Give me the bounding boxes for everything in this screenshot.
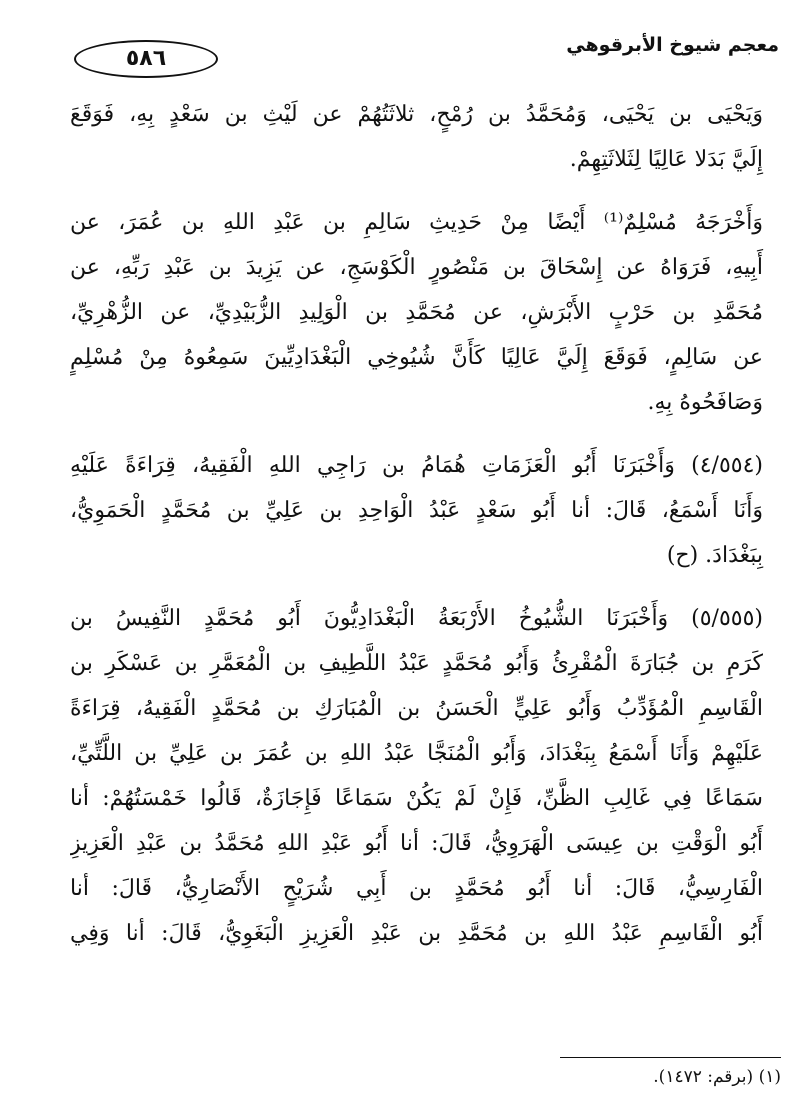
- text-line: عن سَالِمٍ، فَوَقَعَ إِلَيَّ عَالِيًا كَأَنَّ شُيُوخِي الْبَغْدَادِيِّينَ سَمِعُوهُ مِنْ مُسْلِمٍ: [70, 345, 763, 370]
- text-line: وَصَافَحُوهُ بِهِ.: [647, 390, 763, 415]
- main-text: [70, 92, 781, 956]
- text-line: الْقَاسِمِ الْمُؤَدِّبُ وَأَبُو عَلِيٍّ الْحَسَنُ بن الْمُبَارَكِ بن مُحَمَّدٍ الْفَقِيهُ، قِرَاءَةً: [70, 696, 763, 721]
- paragraph-3: [70, 443, 781, 578]
- text-line: (٥/٥٥٥) وَأَخْبَرَنَا الشُّيُوخُ الأَرْبَعَةُ الْبَغْدَادِيُّونَ أَبُو مُحَمَّدٍ النَّفِيسُ بن: [70, 606, 763, 631]
- text-line: أَبُو الْوَقْتِ بن عِيسَى الْهَرَوِيُّ، قَالَ: أنا أَبُو عَبْدِ اللهِ مُحَمَّدُ بن عَبْدِ الْعَزِيزِ: [70, 831, 763, 856]
- page-number: ٥٨٦: [74, 40, 218, 78]
- footnote: (١) (برقم: ١٤٧٢).: [653, 1067, 781, 1087]
- text-line: كَرَمِ بن جُبَارَةَ الْمُقْرِئُ وَأَبُو مُحَمَّدٍ عَبْدُ اللَّطِيفِ بن الْمُعَمَّرِ بن عَسْكَرِ بن: [70, 651, 763, 676]
- footnote-rule: [560, 1057, 781, 1058]
- text-line: وَأَنَا أَسْمَعُ، قَالَ: أنا أَبُو سَعْدٍ عَبْدُ الْوَاحِدِ بن عَلِيِّ بن مُحَمَّدٍ الْحَمَوِيُّ،: [70, 498, 763, 523]
- paragraph-2: [70, 200, 781, 425]
- text-line: مُحَمَّدِ بن حَرْبٍ الأَبْرَشِ، عن مُحَمَّدِ بن الْوَلِيدِ الزُّبَيْدِيِّ، عن الزُّهْرِيِّ،: [70, 300, 763, 325]
- text-line: عَلَيْهِمْ وَأَنَا أَسْمَعُ بِبَغْدَادَ، وَأَبُو الْمُنَجَّا عَبْدُ اللهِ بن عُمَرَ بن عَلِيِّ بن اللَّتِّيِّ،: [70, 741, 763, 766]
- text-line: (٤/٥٥٤) وَأَخْبَرَنَا أَبُو الْعَزَمَاتِ هُمَامُ بن رَاجِي اللهِ الْفَقِيهُ، قِرَاءَةً عَلَيْهِ: [70, 453, 763, 478]
- text-line: سَمَاعًا فِي غَالِبِ الظَّنِّ، فَإِنْ لَمْ يَكُنْ سَمَاعًا فَإِجَازَةٌ، قَالُوا خَمْسَتُهُمْ: أنا: [70, 786, 763, 811]
- paragraph-1: [70, 92, 781, 182]
- paragraph-4: [70, 596, 781, 956]
- text-line: الْفَارِسِيُّ، قَالَ: أنا أَبُو مُحَمَّدٍ بن أَبِي شُرَيْحٍ الأَنْصَارِيُّ، قَالَ: أنا: [70, 876, 763, 901]
- running-title: معجم شيوخ الأبرقوهي: [566, 34, 779, 56]
- text-line: أَبُو الْقَاسِمِ عَبْدُ اللهِ بن مُحَمَّدِ بن عَبْدِ الْعَزِيزِ الْبَغَوِيُّ، قَالَ: أنا وَفِي: [70, 921, 763, 946]
- text-line: بِبَغْدَادَ. (ح): [666, 543, 763, 568]
- text-line: إِلَيَّ بَدَلا عَالِيًا لِثَلاثَتِهِمْ.: [569, 147, 763, 172]
- text-line: أَبِيهِ، فَرَوَاهُ عن إِسْحَاقَ بن مَنْصُورٍ الْكَوْسَجِ، عن يَزِيدَ بن عَبْدِ رَبِّهِ، عن: [70, 255, 763, 280]
- text-line: وَيَحْيَى بن يَحْيَى، وَمُحَمَّدُ بن رُمْحٍ، ثلاثَتُهُمْ عن لَيْثِ بن سَعْدٍ بِهِ، فَوَقَعَ: [70, 102, 763, 127]
- text-line: وَأَخْرَجَهُ مُسْلِمٌ⁽¹⁾ أَيْضًا مِنْ حَدِيثِ سَالِمِ بن عَبْدِ اللهِ بن عُمَرَ، عن: [70, 210, 763, 235]
